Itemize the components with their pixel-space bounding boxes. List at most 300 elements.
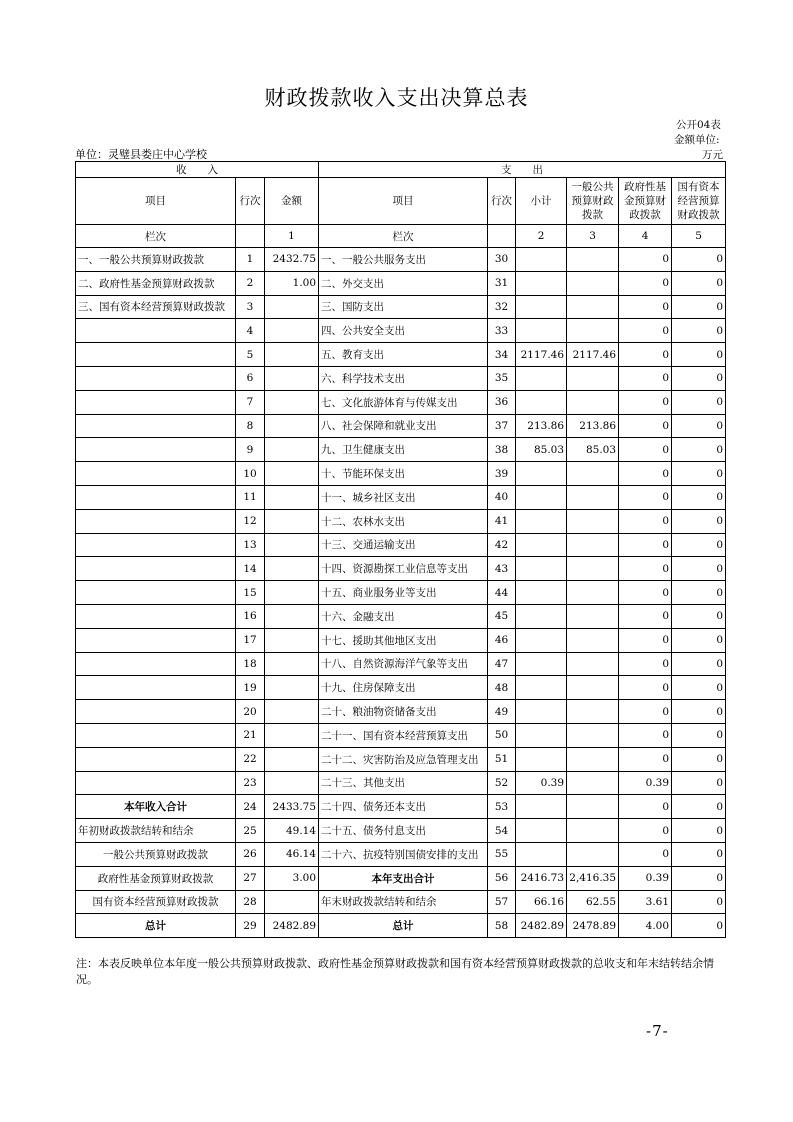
- general-budget-amount: [567, 747, 619, 771]
- expense-item: 二、外交支出: [319, 271, 488, 295]
- income-amount: [265, 723, 319, 747]
- income-amount: [265, 366, 319, 390]
- income-item: 年初财政拨款结转和结余: [76, 819, 236, 843]
- col-item2-header: 项目: [319, 178, 488, 225]
- table-row: [76, 652, 726, 676]
- general-budget-amount: [567, 366, 619, 390]
- income-line-no: 13: [236, 533, 265, 557]
- state-capital-amount: 0: [672, 890, 726, 914]
- organization-name: 单位：灵璧县娄庄中心学校: [75, 148, 207, 161]
- expense-line-no: 40: [488, 485, 516, 509]
- general-budget-amount: 85.03: [567, 438, 619, 462]
- expense-item: 九、卫生健康支出: [319, 438, 488, 462]
- income-line-no: 24: [236, 795, 265, 819]
- subtotal-amount: [516, 747, 567, 771]
- general-budget-amount: [567, 390, 619, 414]
- income-amount: [265, 581, 319, 605]
- general-budget-amount: [567, 295, 619, 319]
- gov-fund-amount: 0: [619, 700, 672, 724]
- general-budget-amount: [567, 581, 619, 605]
- table-row: [76, 438, 726, 462]
- income-line-no: 19: [236, 676, 265, 700]
- gov-fund-amount: 0: [619, 462, 672, 486]
- income-line-no: 22: [236, 747, 265, 771]
- col-subtotal-header: 小计: [516, 178, 567, 225]
- general-budget-amount: 62.55: [567, 890, 619, 914]
- income-item: [76, 723, 236, 747]
- state-capital-amount: 0: [672, 248, 726, 272]
- income-line-no: 8: [236, 414, 265, 438]
- income-line-no: 9: [236, 438, 265, 462]
- income-line-no: 4: [236, 319, 265, 343]
- gov-fund-amount: 0.39: [619, 866, 672, 890]
- income-amount: [265, 462, 319, 486]
- general-budget-amount: [567, 842, 619, 866]
- income-line-no: 28: [236, 890, 265, 914]
- expense-item: 十四、资源勘探工业信息等支出: [319, 557, 488, 581]
- table-row: [76, 414, 726, 438]
- page-number: -7-: [646, 1022, 669, 1040]
- colnum-label-2: 栏次: [319, 225, 488, 248]
- subtotal-amount: 66.16: [516, 890, 567, 914]
- colnum-1: 1: [265, 225, 319, 248]
- income-header: 收 入: [76, 162, 319, 178]
- income-item: [76, 604, 236, 628]
- state-capital-amount: 0: [672, 343, 726, 367]
- state-capital-amount: 0: [672, 604, 726, 628]
- income-amount: 2433.75: [265, 795, 319, 819]
- gov-fund-amount: 0: [619, 723, 672, 747]
- table-row: [76, 509, 726, 533]
- income-amount: [265, 438, 319, 462]
- subtotal-amount: [516, 581, 567, 605]
- col-general-header: 一般公共预算财政拨款: [567, 178, 619, 225]
- income-item: [76, 319, 236, 343]
- gov-fund-amount: 0: [619, 248, 672, 272]
- general-budget-amount: 2117.46: [567, 343, 619, 367]
- state-capital-amount: 0: [672, 747, 726, 771]
- form-number: 公开04表: [676, 119, 721, 131]
- general-budget-amount: [567, 771, 619, 795]
- income-item: [76, 628, 236, 652]
- income-amount: [265, 414, 319, 438]
- income-line-no: 6: [236, 366, 265, 390]
- gov-fund-amount: 0.39: [619, 771, 672, 795]
- page-title: 财政拨款收入支出决算总表: [264, 86, 529, 110]
- expense-line-no: 44: [488, 581, 516, 605]
- gov-fund-amount: 0: [619, 390, 672, 414]
- income-item: [76, 771, 236, 795]
- state-capital-amount: 0: [672, 842, 726, 866]
- expense-item: 十五、商业服务业等支出: [319, 581, 488, 605]
- income-amount: 2432.75: [265, 248, 319, 272]
- income-amount: 46.14: [265, 842, 319, 866]
- general-budget-amount: [567, 462, 619, 486]
- expense-line-no: 35: [488, 366, 516, 390]
- income-item: [76, 390, 236, 414]
- expense-line-no: 52: [488, 771, 516, 795]
- table-row: [76, 557, 726, 581]
- income-line-no: 12: [236, 509, 265, 533]
- column-header-row: [76, 178, 726, 225]
- col-gov-fund-header: 政府性基金预算财政拨款: [619, 178, 672, 225]
- state-capital-amount: 0: [672, 295, 726, 319]
- state-capital-amount: 0: [672, 485, 726, 509]
- state-capital-amount: 0: [672, 866, 726, 890]
- income-item: [76, 366, 236, 390]
- income-item: [76, 414, 236, 438]
- income-line-no: 10: [236, 462, 265, 486]
- income-item: [76, 581, 236, 605]
- state-capital-amount: 0: [672, 700, 726, 724]
- expense-line-no: 42: [488, 533, 516, 557]
- expense-item: 三、国防支出: [319, 295, 488, 319]
- table-row: [76, 914, 726, 938]
- state-capital-amount: 0: [672, 509, 726, 533]
- general-budget-amount: [567, 509, 619, 533]
- subtotal-amount: 213.86: [516, 414, 567, 438]
- income-item: [76, 462, 236, 486]
- income-item: 一、一般公共预算财政拨款: [76, 248, 236, 272]
- gov-fund-amount: 0: [619, 414, 672, 438]
- income-item: [76, 652, 236, 676]
- colnum-5: 5: [672, 225, 726, 248]
- expense-line-no: 50: [488, 723, 516, 747]
- expense-line-no: 46: [488, 628, 516, 652]
- income-amount: 2482.89: [265, 914, 319, 938]
- expense-line-no: 33: [488, 319, 516, 343]
- expense-item: 五、教育支出: [319, 343, 488, 367]
- expense-item: 一、一般公共服务支出: [319, 248, 488, 272]
- income-item: 本年收入合计: [76, 795, 236, 819]
- gov-fund-amount: 0: [619, 271, 672, 295]
- expense-item: 二十、粮油物资储备支出: [319, 700, 488, 724]
- expense-line-no: 36: [488, 390, 516, 414]
- gov-fund-amount: 0: [619, 819, 672, 843]
- col-line-header: 行次: [236, 178, 265, 225]
- income-item: [76, 509, 236, 533]
- state-capital-amount: 0: [672, 795, 726, 819]
- subtotal-amount: [516, 319, 567, 343]
- income-amount: [265, 604, 319, 628]
- subtotal-amount: [516, 842, 567, 866]
- income-line-no: 14: [236, 557, 265, 581]
- income-item: [76, 700, 236, 724]
- subtotal-amount: 2482.89: [516, 914, 567, 938]
- income-item: [76, 485, 236, 509]
- subtotal-amount: [516, 700, 567, 724]
- expense-line-no: 57: [488, 890, 516, 914]
- subtotal-amount: [516, 819, 567, 843]
- expense-item: 二十二、灾害防治及应急管理支出: [319, 747, 488, 771]
- subtotal-amount: [516, 295, 567, 319]
- section-header-row: [76, 162, 726, 178]
- table-row: [76, 604, 726, 628]
- income-line-no: 1: [236, 248, 265, 272]
- income-amount: [265, 700, 319, 724]
- expense-item: 十九、住房保障支出: [319, 676, 488, 700]
- state-capital-amount: 0: [672, 557, 726, 581]
- income-amount: [265, 771, 319, 795]
- col-line2-header: 行次: [488, 178, 516, 225]
- subtotal-amount: 85.03: [516, 438, 567, 462]
- expense-item: 总计: [319, 914, 488, 938]
- expense-line-no: 45: [488, 604, 516, 628]
- income-line-no: 27: [236, 866, 265, 890]
- income-amount: [265, 295, 319, 319]
- expense-line-no: 49: [488, 700, 516, 724]
- general-budget-amount: 2478.89: [567, 914, 619, 938]
- expense-line-no: 43: [488, 557, 516, 581]
- expense-line-no: 47: [488, 652, 516, 676]
- table-row: [76, 343, 726, 367]
- state-capital-amount: 0: [672, 533, 726, 557]
- expense-line-no: 32: [488, 295, 516, 319]
- gov-fund-amount: 0: [619, 319, 672, 343]
- state-capital-amount: 0: [672, 581, 726, 605]
- state-capital-amount: 0: [672, 414, 726, 438]
- income-line-no: 11: [236, 485, 265, 509]
- table-row: [76, 581, 726, 605]
- table-row: [76, 319, 726, 343]
- expense-item: 八、社会保障和就业支出: [319, 414, 488, 438]
- expense-item: 年末财政拨款结转和结余: [319, 890, 488, 914]
- table-row: [76, 676, 726, 700]
- expense-line-no: 54: [488, 819, 516, 843]
- income-item: [76, 438, 236, 462]
- general-budget-amount: 2,416.35: [567, 866, 619, 890]
- gov-fund-amount: 0: [619, 676, 672, 700]
- income-item: [76, 557, 236, 581]
- income-line-no: 26: [236, 842, 265, 866]
- income-amount: [265, 343, 319, 367]
- gov-fund-amount: 0: [619, 795, 672, 819]
- income-line-no: 21: [236, 723, 265, 747]
- subtotal-amount: [516, 628, 567, 652]
- state-capital-amount: 0: [672, 366, 726, 390]
- column-number-row: [76, 225, 726, 248]
- subtotal-amount: [516, 533, 567, 557]
- income-item: [76, 747, 236, 771]
- table-row: [76, 890, 726, 914]
- income-line-no: 17: [236, 628, 265, 652]
- expense-item: 四、公共安全支出: [319, 319, 488, 343]
- state-capital-amount: 0: [672, 271, 726, 295]
- expense-item: 十、节能环保支出: [319, 462, 488, 486]
- income-amount: [265, 533, 319, 557]
- expense-line-no: 48: [488, 676, 516, 700]
- income-line-no: 15: [236, 581, 265, 605]
- income-line-no: 5: [236, 343, 265, 367]
- table-row: [76, 819, 726, 843]
- income-line-no: 29: [236, 914, 265, 938]
- general-budget-amount: [567, 271, 619, 295]
- subtotal-amount: [516, 557, 567, 581]
- table-row: [76, 533, 726, 557]
- general-budget-amount: [567, 723, 619, 747]
- general-budget-amount: 213.86: [567, 414, 619, 438]
- gov-fund-amount: 0: [619, 604, 672, 628]
- income-item: [76, 533, 236, 557]
- gov-fund-amount: 0: [619, 581, 672, 605]
- state-capital-amount: 0: [672, 914, 726, 938]
- income-line-no: 20: [236, 700, 265, 724]
- expense-line-no: 55: [488, 842, 516, 866]
- table-row: [76, 723, 726, 747]
- subtotal-amount: [516, 271, 567, 295]
- table-row: [76, 866, 726, 890]
- table-row: [76, 295, 726, 319]
- income-amount: [265, 557, 319, 581]
- expense-item: 二十一、国有资本经营预算支出: [319, 723, 488, 747]
- state-capital-amount: 0: [672, 723, 726, 747]
- income-amount: 49.14: [265, 819, 319, 843]
- income-item: 三、国有资本经营预算财政拨款: [76, 295, 236, 319]
- table-row: [76, 271, 726, 295]
- expense-line-no: 31: [488, 271, 516, 295]
- income-amount: [265, 652, 319, 676]
- unit-value: 万元: [702, 149, 723, 161]
- table-row: [76, 248, 726, 272]
- footnote: 注：本表反映单位本年度一般公共预算财政拨款、政府性基金预算财政拨款和国有资本经营预算财政拨款的总收支和年末结转结余情况。: [76, 957, 714, 986]
- gov-fund-amount: 0: [619, 533, 672, 557]
- subtotal-amount: [516, 652, 567, 676]
- gov-fund-amount: 0: [619, 366, 672, 390]
- general-budget-amount: [567, 604, 619, 628]
- income-amount: [265, 747, 319, 771]
- general-budget-amount: [567, 795, 619, 819]
- subtotal-amount: [516, 485, 567, 509]
- table-row: [76, 462, 726, 486]
- table-row: [76, 747, 726, 771]
- col-amount-header: 金额: [265, 178, 319, 225]
- expense-line-no: 37: [488, 414, 516, 438]
- income-item: 二、政府性基金预算财政拨款: [76, 271, 236, 295]
- expense-line-no: 58: [488, 914, 516, 938]
- income-amount: [265, 319, 319, 343]
- income-amount: 3.00: [265, 866, 319, 890]
- expense-item: 十三、交通运输支出: [319, 533, 488, 557]
- expense-item: 十八、自然资源海洋气象等支出: [319, 652, 488, 676]
- general-budget-amount: [567, 819, 619, 843]
- state-capital-amount: 0: [672, 319, 726, 343]
- income-amount: [265, 676, 319, 700]
- subtotal-amount: [516, 795, 567, 819]
- colnum-label: 栏次: [76, 225, 236, 248]
- income-line-no: 7: [236, 390, 265, 414]
- table-row: [76, 771, 726, 795]
- state-capital-amount: 0: [672, 628, 726, 652]
- expense-item: 十七、援助其他地区支出: [319, 628, 488, 652]
- income-line-no: 3: [236, 295, 265, 319]
- income-line-no: 16: [236, 604, 265, 628]
- expense-line-no: 41: [488, 509, 516, 533]
- gov-fund-amount: 0: [619, 652, 672, 676]
- income-line-no: 23: [236, 771, 265, 795]
- expense-line-no: 51: [488, 747, 516, 771]
- subtotal-amount: 0.39: [516, 771, 567, 795]
- table-row: [76, 795, 726, 819]
- expense-item: 二十四、债务还本支出: [319, 795, 488, 819]
- subtotal-amount: [516, 366, 567, 390]
- state-capital-amount: 0: [672, 438, 726, 462]
- expense-line-no: 39: [488, 462, 516, 486]
- table-row: [76, 842, 726, 866]
- expense-line-no: 53: [488, 795, 516, 819]
- general-budget-amount: [567, 533, 619, 557]
- finance-table: [75, 161, 726, 938]
- table-row: [76, 628, 726, 652]
- income-amount: [265, 390, 319, 414]
- unit-label: 金额单位:: [674, 134, 720, 146]
- col-state-capital-header: 国有资本经营预算财政拨款: [672, 178, 726, 225]
- gov-fund-amount: 0: [619, 557, 672, 581]
- general-budget-amount: [567, 485, 619, 509]
- income-amount: [265, 890, 319, 914]
- gov-fund-amount: 0: [619, 509, 672, 533]
- subtotal-amount: 2416.73: [516, 866, 567, 890]
- expense-item: 二十六、抗疫特别国债安排的支出: [319, 842, 488, 866]
- gov-fund-amount: 0: [619, 295, 672, 319]
- income-amount: [265, 628, 319, 652]
- subtotal-amount: [516, 676, 567, 700]
- income-amount: [265, 485, 319, 509]
- general-budget-amount: [567, 676, 619, 700]
- income-item: [76, 343, 236, 367]
- gov-fund-amount: 0: [619, 485, 672, 509]
- gov-fund-amount: 3.61: [619, 890, 672, 914]
- gov-fund-amount: 0: [619, 628, 672, 652]
- general-budget-amount: [567, 248, 619, 272]
- colnum-2: 2: [516, 225, 567, 248]
- general-budget-amount: [567, 557, 619, 581]
- state-capital-amount: 0: [672, 819, 726, 843]
- expense-item: 十六、金融支出: [319, 604, 488, 628]
- state-capital-amount: 0: [672, 390, 726, 414]
- income-item: 一般公共预算财政拨款: [76, 842, 236, 866]
- subtotal-amount: [516, 390, 567, 414]
- state-capital-amount: 0: [672, 652, 726, 676]
- colnum-4: 4: [619, 225, 672, 248]
- expense-item: 二十三、其他支出: [319, 771, 488, 795]
- general-budget-amount: [567, 319, 619, 343]
- income-item: 总计: [76, 914, 236, 938]
- income-item: 国有资本经营预算财政拨款: [76, 890, 236, 914]
- gov-fund-amount: 0: [619, 747, 672, 771]
- state-capital-amount: 0: [672, 676, 726, 700]
- expense-item: 二十五、债务付息支出: [319, 819, 488, 843]
- subtotal-amount: [516, 462, 567, 486]
- gov-fund-amount: 4.00: [619, 914, 672, 938]
- general-budget-amount: [567, 700, 619, 724]
- expense-item: 十一、城乡社区支出: [319, 485, 488, 509]
- table-row: [76, 390, 726, 414]
- state-capital-amount: 0: [672, 771, 726, 795]
- subtotal-amount: [516, 604, 567, 628]
- income-line-no: 25: [236, 819, 265, 843]
- gov-fund-amount: 0: [619, 438, 672, 462]
- subtotal-amount: 2117.46: [516, 343, 567, 367]
- gov-fund-amount: 0: [619, 343, 672, 367]
- state-capital-amount: 0: [672, 462, 726, 486]
- general-budget-amount: [567, 628, 619, 652]
- expense-line-no: 34: [488, 343, 516, 367]
- subtotal-amount: [516, 723, 567, 747]
- subtotal-amount: [516, 248, 567, 272]
- income-item: [76, 676, 236, 700]
- income-item: 政府性基金预算财政拨款: [76, 866, 236, 890]
- expense-header: 支 出: [319, 162, 726, 178]
